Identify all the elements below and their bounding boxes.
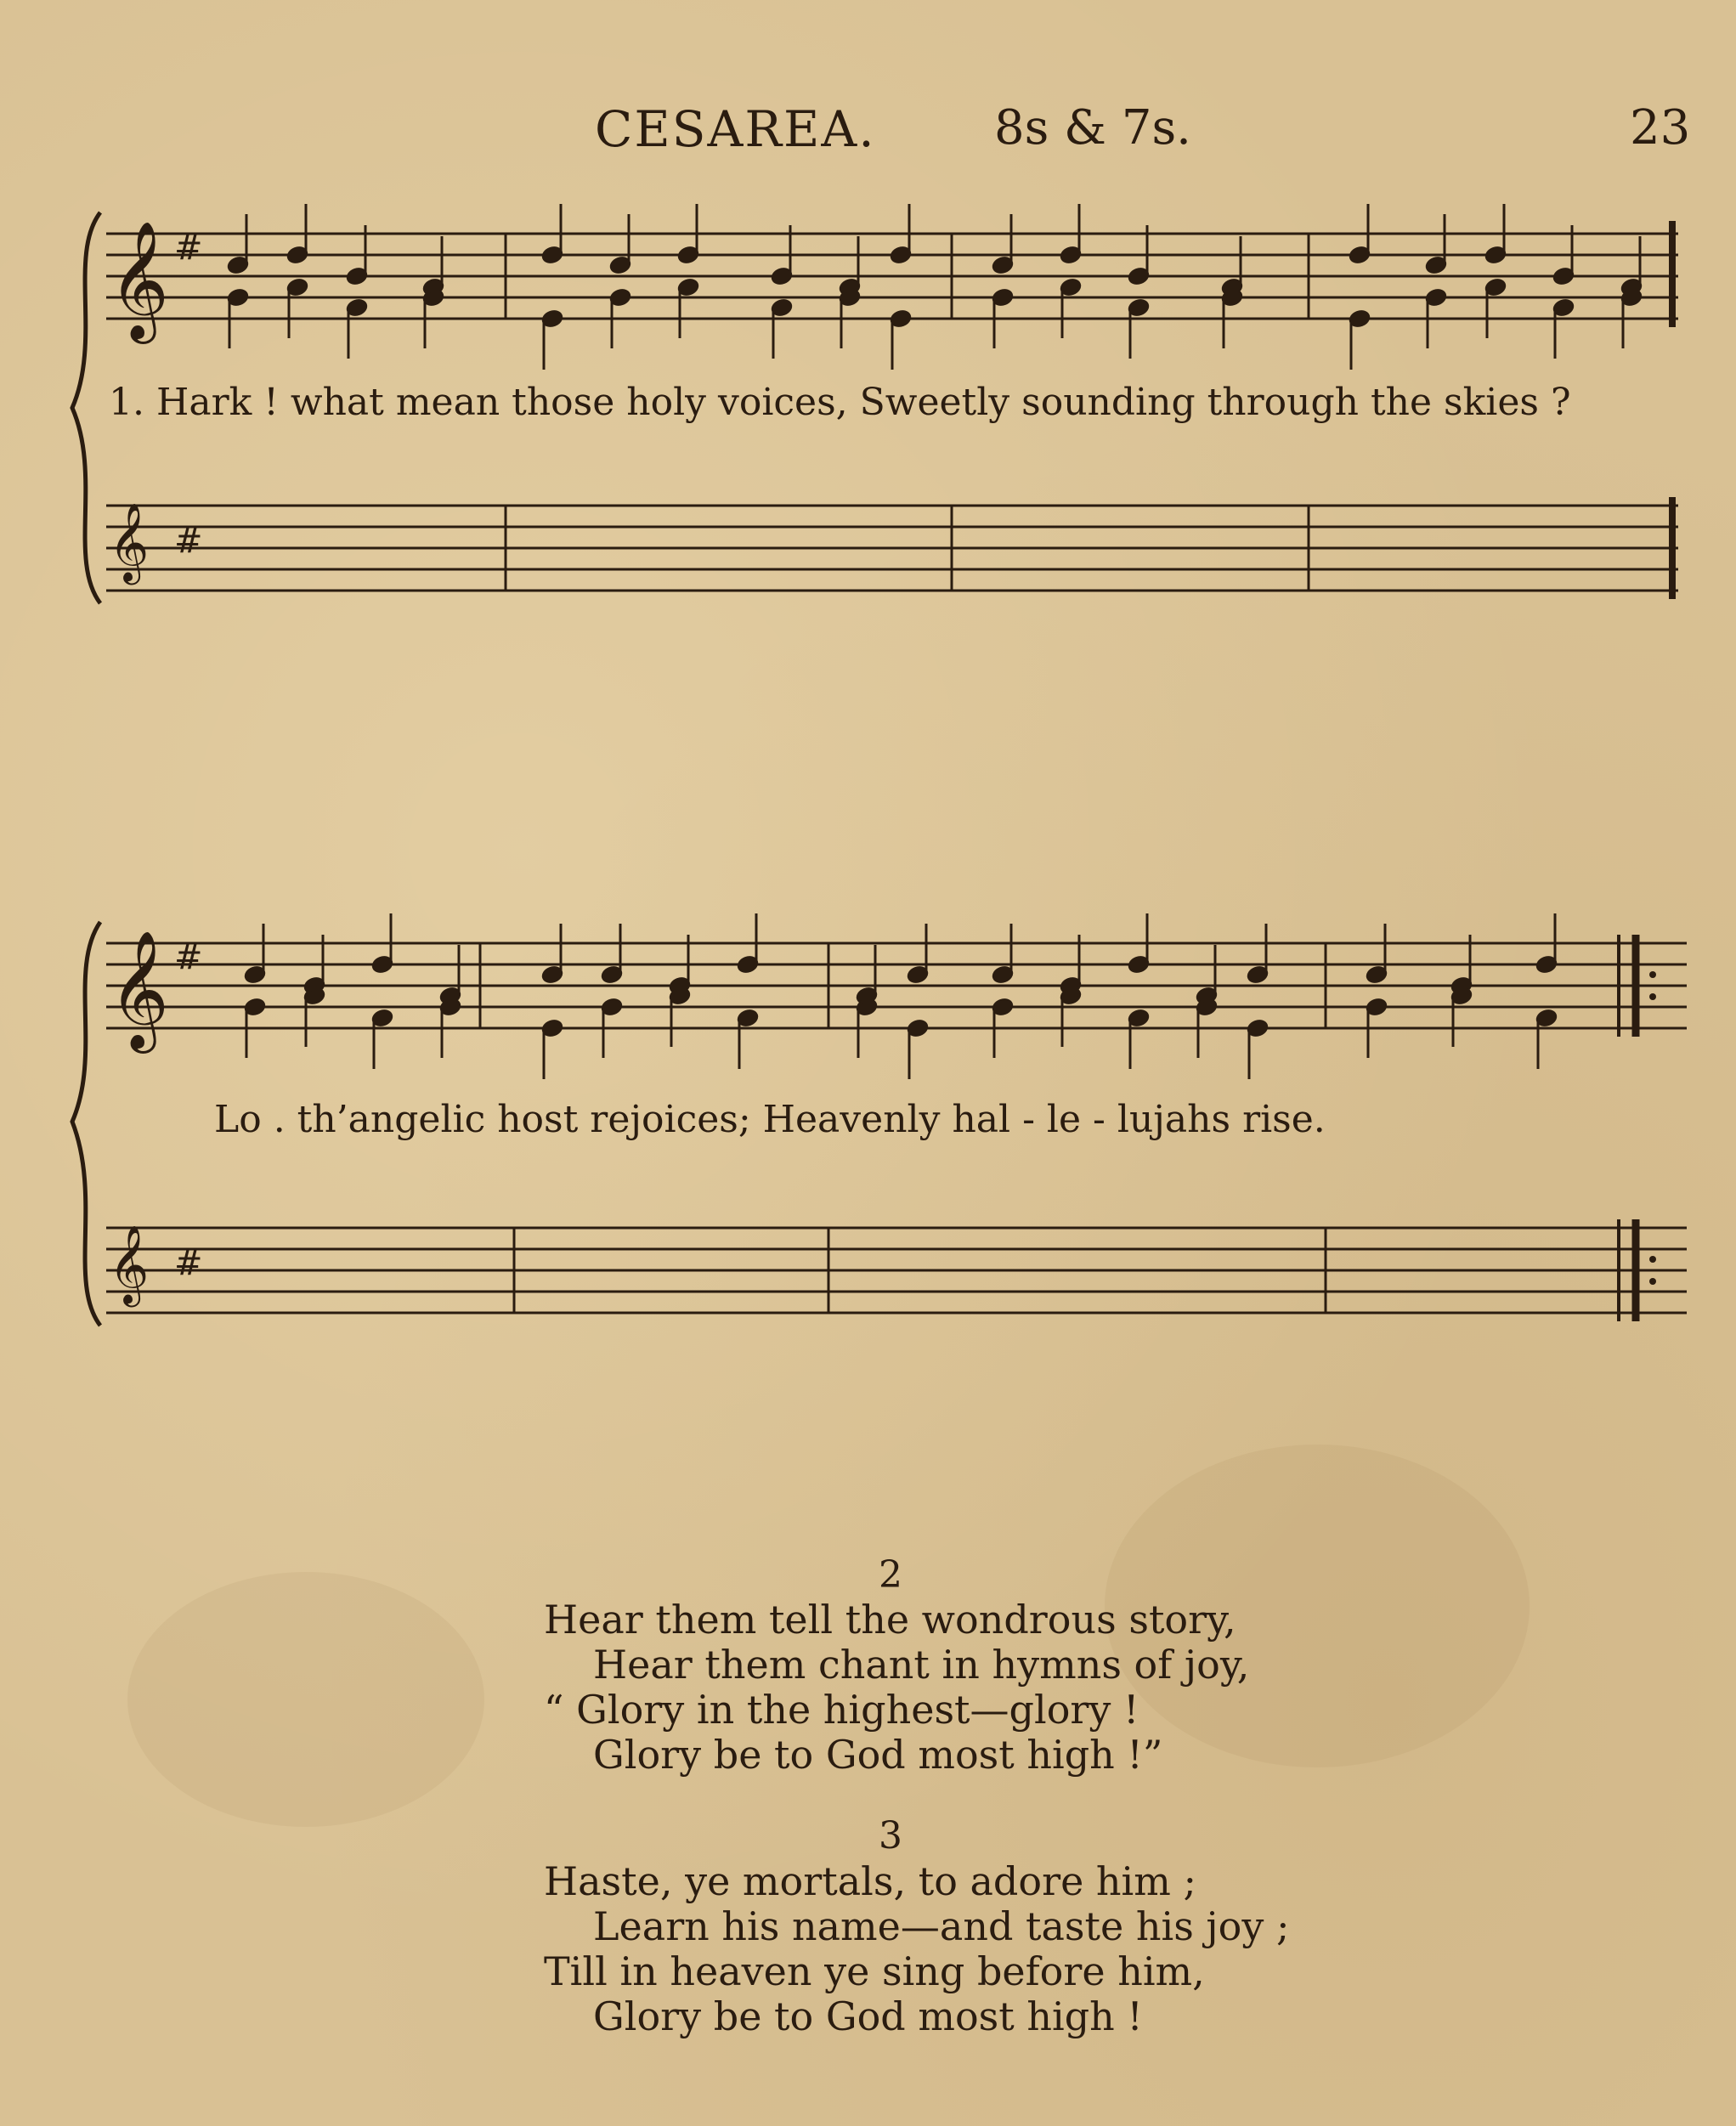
lyrics-line-2: Lo . th’angelic host rejoices; Heavenly hal - le - lujahs rise.: [214, 1098, 1326, 1141]
verse-number-2: 2: [879, 1553, 902, 1597]
music-system-1: [0, 187, 1736, 663]
verse-2: [544, 1597, 1309, 1778]
svg-text:𝄞: 𝄞: [109, 221, 169, 339]
verse-line: Glory be to God most high !: [593, 1993, 1143, 2039]
verse-line: Till in heaven ye sing before him,: [544, 1948, 1205, 1994]
svg-text:𝄞: 𝄞: [109, 502, 150, 581]
verse-number-3: 3: [879, 1814, 902, 1857]
svg-text:#: #: [174, 938, 203, 977]
svg-text:#: #: [174, 522, 203, 561]
tune-meter: 8s & 7s.: [994, 100, 1191, 155]
svg-text:#: #: [174, 1244, 203, 1283]
verse-3: [544, 1859, 1309, 2039]
verse-line: Learn his name—and taste his joy ;: [593, 1903, 1290, 1949]
verse-line: Hear them tell the wondrous story,: [544, 1597, 1236, 1643]
svg-text:#: #: [174, 229, 203, 268]
verse-line: Glory be to God most high !”: [593, 1732, 1163, 1778]
page-number: 23: [1630, 100, 1691, 155]
verse-line: “ Glory in the highest—glory !: [544, 1687, 1139, 1733]
lyrics-line-1: 1. Hark ! what mean those holy voices, Sweetly sounding through the skies ?: [109, 381, 1571, 424]
paper-stain: [127, 1572, 484, 1827]
verse-line: Haste, ye mortals, to adore him ;: [544, 1858, 1196, 1904]
music-system-2: [0, 892, 1736, 1385]
svg-text:𝄞: 𝄞: [109, 930, 169, 1049]
tune-title: CESAREA.: [595, 100, 876, 158]
music-notation-system-1: [0, 187, 1736, 663]
page-header: [0, 100, 1736, 160]
verse-line: Hear them chant in hymns of joy,: [593, 1642, 1250, 1688]
svg-text:𝄞: 𝄞: [109, 1224, 150, 1303]
